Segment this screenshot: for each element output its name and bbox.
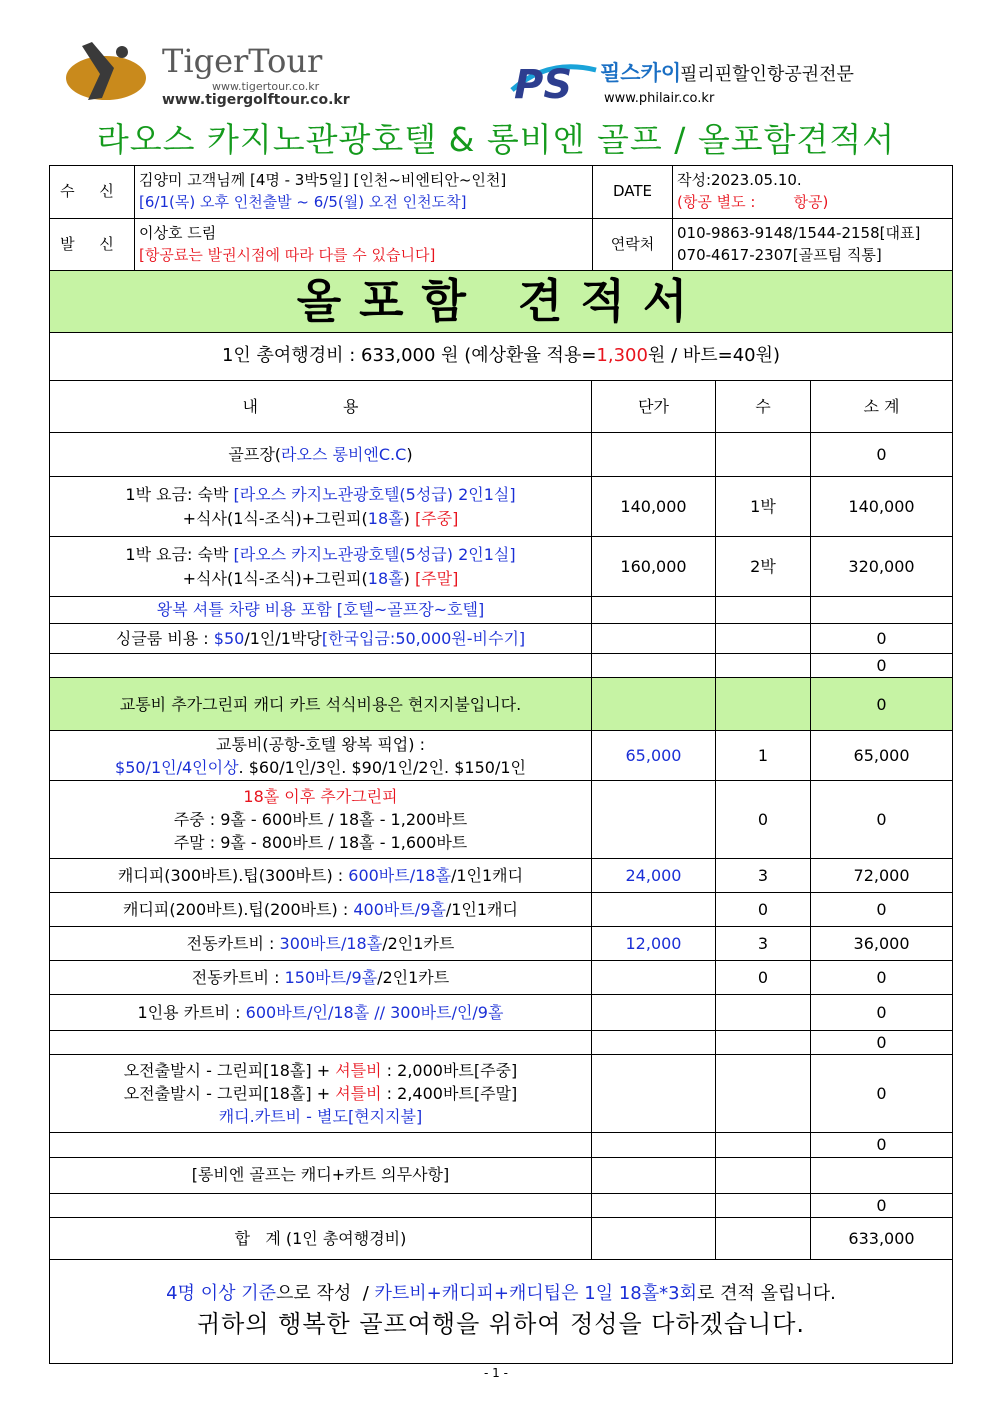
col-price: 단가 (592, 381, 716, 433)
table-row (50, 624, 953, 654)
golfer-head (116, 46, 128, 58)
ps-url: www.philair.co.kr (604, 91, 715, 106)
summary-rate: 1,300 (596, 345, 648, 367)
page-title: 라오스 카지노관광호텔 & 롱비엔 골프 / 올포함견적서 (96, 120, 896, 159)
row-price (592, 678, 716, 731)
footer-note (50, 1259, 953, 1363)
col-item: 내 용 (50, 381, 592, 433)
table-row (50, 961, 953, 995)
r3-l2c: ) (403, 568, 415, 588)
row-qty (716, 1133, 811, 1157)
contact-line1: 010-9863-9148/1544-2158[대표] (677, 223, 921, 242)
row-price: 160,000 (592, 537, 716, 597)
sender-row (50, 219, 953, 271)
r2-l2d: [주중] (414, 508, 459, 528)
row-qty: 0 (716, 781, 811, 859)
row-price: 24,000 (592, 859, 716, 893)
r3-l2b: 18홀 (367, 568, 404, 588)
tigertour-logo (62, 38, 422, 110)
footer-row (50, 1259, 953, 1363)
date-label: DATE (593, 166, 673, 219)
r9-l2: 주중 : 9홀 - 600바트 / 18홀 - 1,200바트 (173, 810, 468, 830)
row-qty: 3 (716, 927, 811, 961)
row-item (50, 1031, 592, 1055)
table-row (50, 927, 953, 961)
row-item (50, 859, 592, 893)
r13-a: 전동카트비 : (191, 968, 285, 988)
send-line2: [항공료는 발권시점에 따라 다를 수 있습니다] (139, 245, 436, 264)
row-qty: 3 (716, 859, 811, 893)
recipient-row (50, 166, 953, 219)
r1-b: 라오스 롱비엔C.C (281, 444, 407, 464)
row-subtotal: 0 (811, 1055, 953, 1133)
row-qty (716, 1193, 811, 1217)
row-price (592, 597, 716, 624)
row-subtotal (811, 1157, 953, 1193)
row-qty (716, 597, 811, 624)
date-value (673, 166, 953, 219)
row-subtotal: 0 (811, 433, 953, 477)
row-item (50, 624, 592, 654)
row-subtotal (811, 597, 953, 624)
r16-l3: 캐디.카트비 - 별도[현지지불] (218, 1107, 423, 1127)
r8-l1: 교통비(공항-호텔 왕복 픽업) : (216, 734, 425, 754)
recv-value (135, 166, 593, 219)
row-item (50, 927, 592, 961)
row-price: 12,000 (592, 927, 716, 961)
table-row (50, 678, 953, 731)
row-qty (716, 433, 811, 477)
summary (50, 333, 953, 381)
ps-mark: PS (514, 62, 573, 108)
row-qty: 2박 (716, 537, 811, 597)
row-qty (716, 995, 811, 1031)
r3-l2d: [주말] (414, 568, 459, 588)
main-title: 올포함 견적서 (50, 271, 953, 333)
r5-d: [한국입금:50,000원-비수기] (321, 628, 526, 648)
col-qty: 수 (716, 381, 811, 433)
r14-b: 600바트/인/18홀 // 300바트/인/9홀 (245, 1003, 504, 1023)
r9-l1: 18홀 이후 추가그린피 (243, 786, 398, 806)
row-item (50, 433, 592, 477)
row-price (592, 1193, 716, 1217)
table-row (50, 893, 953, 927)
recv-line2: [6/1(목) 오후 인천출발 ~ 6/5(월) 오전 인천도착] (139, 193, 467, 211)
row-item (50, 654, 592, 678)
row-price (592, 781, 716, 859)
price-table (49, 270, 953, 1364)
page-number: - 1 - (484, 1366, 508, 1380)
row-price (592, 654, 716, 678)
footer-l1a: 4명 이상 기준 (166, 1282, 276, 1304)
r3-l1b: [라오스 카지노관광호텔(5성급) 2인1실] (233, 545, 516, 565)
r1-a: 골프장( (228, 444, 282, 464)
r5-b: $50 (213, 628, 245, 648)
row-qty (716, 1055, 811, 1133)
r12-c: /2인1카트 (382, 934, 455, 954)
r1-c: ) (406, 444, 413, 464)
table-row (50, 859, 953, 893)
row-subtotal: 0 (811, 781, 953, 859)
table-row (50, 1133, 953, 1157)
row-qty (716, 1157, 811, 1193)
ps-name: 필스카이 (600, 61, 682, 85)
r16-l2a: 오전출발시 - 그린피[18홀] + (123, 1084, 336, 1104)
r2-l2a: +식사(1식-조식)+그린피( (182, 508, 368, 528)
row-subtotal: 72,000 (811, 859, 953, 893)
row-subtotal: 0 (811, 678, 953, 731)
row-price (592, 1055, 716, 1133)
philsky-logo (508, 52, 908, 110)
row-subtotal: 65,000 (811, 731, 953, 781)
date-line2: (항공 별도 : 항공) (677, 193, 829, 211)
r16-l1c: : 2,000바트[주중] (381, 1061, 518, 1081)
row-subtotal: 0 (811, 961, 953, 995)
row-qty (716, 678, 811, 731)
contact-line2: 070-4617-2307[골프팀 직통] (677, 245, 882, 264)
contact-label: 연락처 (593, 219, 673, 271)
table-row (50, 1157, 953, 1193)
row-subtotal: 320,000 (811, 537, 953, 597)
r16-l1b: 셔틀비 (335, 1061, 382, 1081)
row-price (592, 1133, 716, 1157)
footer-l1c: 카트비+캐디피+캐디팁은 1일 18홀*3회 (374, 1282, 697, 1304)
row-item (50, 731, 592, 781)
row-item (50, 1133, 592, 1157)
row-subtotal: 0 (811, 1133, 953, 1157)
row-subtotal: 0 (811, 995, 953, 1031)
r11-a: 캐디피(200바트).팁(200바트) : (123, 900, 354, 920)
r5-c: /1인/1박당 (244, 628, 322, 648)
row-item (50, 893, 592, 927)
r3-l2a: +식사(1식-조식)+그린피( (182, 568, 368, 588)
send-label: 발 신 (50, 219, 135, 271)
row-item: [롱비엔 골프는 캐디+카트 의무사항] (50, 1157, 592, 1193)
row-qty: 1 (716, 731, 811, 781)
row-price (592, 893, 716, 927)
r16-l1a: 오전출발시 - 그린피[18홀] + (123, 1061, 336, 1081)
table-row (50, 1031, 953, 1055)
row-item (50, 961, 592, 995)
r5-a: 싱글룸 비용 : (115, 628, 214, 648)
r10-b: 600바트/18홀 (348, 866, 451, 886)
table-row (50, 1193, 953, 1217)
summary-post: 원 / 바트=40원) (647, 345, 781, 367)
r2-l2b: 18홀 (367, 508, 404, 528)
row-price (592, 1157, 716, 1193)
r14-a: 1인용 카트비 : (137, 1003, 246, 1023)
r11-b: 400바트/9홀 (353, 900, 446, 920)
table-row (50, 1055, 953, 1133)
row-qty: 0 (716, 893, 811, 927)
col-subtotal: 소 계 (811, 381, 953, 433)
row-item: 교통비 추가그린피 캐디 카트 석식비용은 현지지불입니다. (50, 678, 592, 731)
r16-l2c: : 2,400바트[주말] (381, 1084, 518, 1104)
tiger-url1: www.tigertour.co.kr (212, 80, 320, 93)
recv-label: 수 신 (50, 166, 135, 219)
recv-line1: 김양미 고객님께 [4명 - 3박5일] [인천~비엔티안~인천] (139, 171, 507, 190)
row-subtotal: 0 (811, 654, 953, 678)
ps-tagline: 필리핀할인항공권전문 (680, 64, 854, 85)
send-line1: 이상호 드림 (139, 223, 217, 242)
row-price (592, 433, 716, 477)
row-item (50, 1193, 592, 1217)
table-row (50, 995, 953, 1031)
table-row (50, 597, 953, 624)
r10-a: 캐디피(300바트).팁(300바트) : (117, 866, 349, 886)
tiger-brand: TigerTour (162, 42, 323, 80)
tiger-url2: www.tigergolftour.co.kr (162, 92, 350, 108)
row-qty: 0 (716, 961, 811, 995)
table-row (50, 781, 953, 859)
footer-l1b: 으로 작성 / (275, 1282, 375, 1304)
row-item (50, 1055, 592, 1133)
r12-b: 300바트/18홀 (279, 934, 383, 954)
row-price (592, 995, 716, 1031)
column-header-row (50, 381, 953, 433)
row-item (50, 477, 592, 537)
row-subtotal: 0 (811, 1031, 953, 1055)
row-price (592, 624, 716, 654)
r8-l2a: $50/1인/4인이상 (115, 757, 239, 777)
row-qty (716, 654, 811, 678)
row-qty (716, 624, 811, 654)
row-item (50, 781, 592, 859)
r2-l2c: ) (403, 508, 415, 528)
row-price: 140,000 (592, 477, 716, 537)
r16-l2b: 셔틀비 (335, 1084, 382, 1104)
contact-value (673, 219, 953, 271)
r2-l1b: [라오스 카지노관광호텔(5성급) 2인1실] (233, 485, 516, 505)
row-subtotal: 36,000 (811, 927, 953, 961)
r8-l2b: . $60/1인/3인. $90/1인/2인. $150/1인 (238, 757, 526, 777)
row-price: 65,000 (592, 731, 716, 781)
r12-a: 전동카트비 : (186, 934, 280, 954)
row-subtotal: 0 (811, 624, 953, 654)
row-subtotal: 0 (811, 893, 953, 927)
row-item (50, 995, 592, 1031)
table-row (50, 433, 953, 477)
r3-l1a: 1박 요금: 숙박 (125, 545, 234, 565)
r10-c: /1인1캐디 (450, 866, 524, 886)
footer-l1d: 로 견적 올립니다. (696, 1282, 836, 1304)
row-subtotal: 140,000 (811, 477, 953, 537)
r13-b: 150바트/9홀 (284, 968, 378, 988)
row-subtotal: 0 (811, 1193, 953, 1217)
total-row (50, 1217, 953, 1259)
r13-c: /2인1카트 (377, 968, 450, 988)
row-item (50, 537, 592, 597)
r2-l1a: 1박 요금: 숙박 (125, 485, 234, 505)
table-row (50, 731, 953, 781)
r11-c: /1인1캐디 (445, 900, 518, 920)
r9-l3: 주말 : 9홀 - 800바트 / 18홀 - 1,600바트 (173, 833, 468, 853)
total-label: 합 계 (1인 총여행경비) (50, 1217, 592, 1259)
summary-pre: 1인 총여행경비 : 633,000 원 (예상환율 적용= (221, 345, 597, 367)
table-row (50, 654, 953, 678)
date-line1: 작성:2023.05.10. (677, 171, 802, 190)
total-subtotal: 633,000 (811, 1217, 953, 1259)
row-item: 왕복 셔틀 차량 비용 포함 [호텔~골프장~호텔] (50, 597, 592, 624)
total-qty (716, 1217, 811, 1259)
send-value (135, 219, 593, 271)
total-price (592, 1217, 716, 1259)
row-qty (716, 1031, 811, 1055)
row-price (592, 961, 716, 995)
table-row (50, 477, 953, 537)
row-price (592, 1031, 716, 1055)
footer-l2: 귀하의 행복한 골프여행을 위하여 정성을 다하겠습니다. (197, 1309, 806, 1338)
row-qty: 1박 (716, 477, 811, 537)
table-row (50, 537, 953, 597)
quote-table (49, 165, 953, 271)
